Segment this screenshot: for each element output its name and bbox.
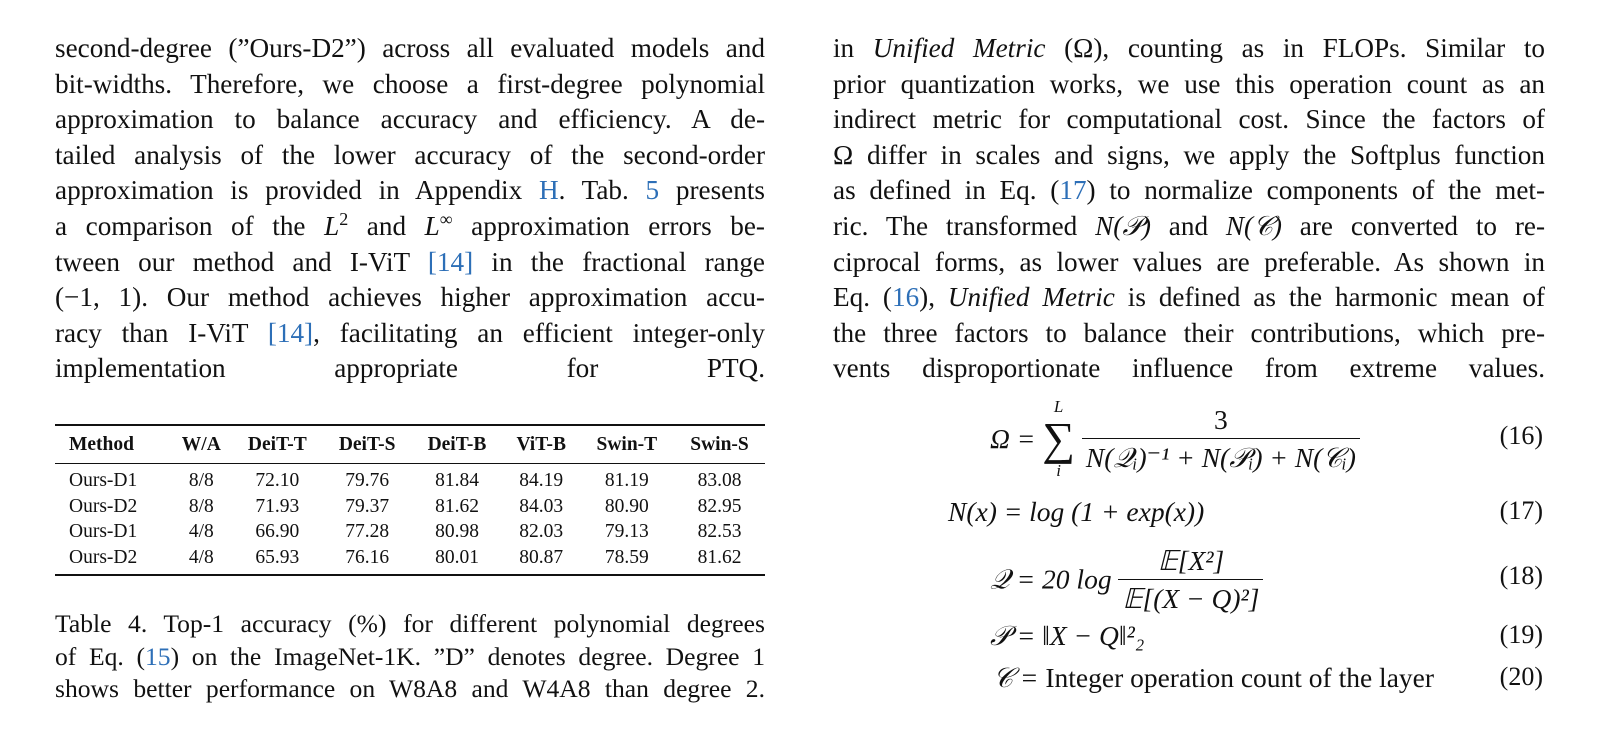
equation-number-20: (20) — [1499, 662, 1543, 691]
summation-symbol: L ∑ i — [1042, 397, 1075, 480]
table-cell: 78.59 — [580, 545, 674, 575]
table-cell: 4/8 — [188, 521, 214, 543]
table-cell: 79.37 — [345, 495, 390, 517]
left-line-4: tailed analysis of the lower accuracy of the second-order — [55, 139, 765, 170]
table-header-row — [55, 425, 765, 464]
right-line-5: as defined in Eq. (17) to normalize components of the met- — [833, 175, 1545, 206]
table-row — [55, 494, 765, 520]
caption-line-3: shows better performance on W8A8 and W4A8 than degree 2. — [55, 674, 765, 703]
left-paragraph — [55, 31, 765, 387]
left-line-2: bit-widths. Therefore, we choose a first-degree polynomial — [55, 68, 765, 99]
table-cell: 82.95 — [697, 495, 742, 517]
table-cell: 65.93 — [232, 545, 324, 575]
table-cell: 82.03 — [519, 521, 564, 543]
equation-number-17: (17) — [1499, 496, 1543, 525]
table-cell: 84.19 — [519, 469, 564, 491]
table-cell: 72.10 — [255, 469, 300, 491]
table-cell: 81.84 — [435, 469, 479, 491]
table-cell: 80.98 — [435, 521, 479, 543]
equation-17: N(x) = log (1 + exp(x)) — [948, 496, 1205, 527]
table-cell: 8/8 — [188, 469, 214, 491]
table-cell: 76.16 — [323, 545, 411, 575]
table-cell: Ours-D2 — [55, 545, 171, 575]
table-cell: 77.28 — [345, 521, 390, 543]
table-header: Swin-T — [580, 425, 674, 464]
table-cell: Ours-D1 — [69, 521, 138, 543]
left-line-1: second-degree (”Ours-D2”) across all evaluated models and — [55, 33, 765, 63]
right-line-8: Eq. (16), Unified Metric is defined as the harmonic mean of — [833, 282, 1545, 313]
appendix-h-link[interactable]: H — [538, 175, 559, 206]
right-line-1: in Unified Metric (Ω), counting as in FLOPs. Similar to — [833, 33, 1545, 63]
fraction: $\frac{3}{\text{N(𝒬ᵢ)⁻¹ + N(𝒫ᵢ) + N(𝒞ᵢ)}}$ — [1082, 404, 1360, 475]
table-cell: 79.76 — [345, 469, 390, 491]
table-cell: Ours-D2 — [69, 495, 138, 517]
right-line-2: prior quantization works, we use this operation count as an — [833, 68, 1545, 99]
table-cell: 4/8 — [171, 545, 232, 575]
table-caption — [55, 608, 765, 706]
table-cell: 83.08 — [697, 469, 742, 491]
table-cell: 81.62 — [435, 495, 479, 517]
table-header: ViT-B — [503, 425, 580, 464]
table-header: DeiT-T — [232, 425, 324, 464]
equation-18: 𝒬 = 20 log $\frac{\text{𝔼[X²]}}{\text{𝔼[(X − Q)²]}}$ — [990, 545, 1263, 615]
table-cell: 80.90 — [604, 495, 649, 517]
table-cell: 71.93 — [255, 495, 300, 517]
citation-14-link-2[interactable]: [14] — [267, 317, 314, 348]
table-cell: 80.01 — [411, 545, 503, 575]
table-header: Swin-S — [674, 425, 765, 464]
equation-19: 𝒫 = ‖X − Q‖²₂ — [990, 620, 1145, 651]
equation-16: Ω = L ∑ i $\frac{3}{\text{N(𝒬ᵢ)⁻¹ + N(𝒫ᵢ) + N(𝒞ᵢ)}}$ — [990, 398, 1360, 480]
left-line-8: (−1, 1). Our method achieves higher approximation accu- — [55, 282, 765, 313]
right-line-4: Ω differ in scales and signs, we apply the Softplus function — [833, 139, 1545, 170]
left-line-5: approximation is provided in Appendix H. Tab. 5 presents — [55, 175, 765, 206]
table-header: DeiT-B — [411, 425, 503, 464]
table-cell: 82.53 — [697, 521, 742, 543]
table-row — [55, 545, 765, 575]
table-header: Method — [55, 425, 171, 464]
left-line-7: tween our method and I-ViT [14] in the fractional range — [55, 246, 765, 277]
equation-number-16: (16) — [1499, 421, 1543, 450]
right-line-3: indirect metric for computational cost. Since the factors of — [833, 104, 1545, 135]
left-line-10: implementation appropriate for PTQ. — [55, 353, 765, 384]
left-line-6: a comparison of the $L^2$ and L∞ approximation errors be- — [55, 208, 765, 241]
table-cell: 80.87 — [503, 545, 580, 575]
caption-line-1: Table 4. Top-1 accuracy (%) for different polynomial degrees — [55, 609, 765, 638]
eq-17-link[interactable]: 17 — [1059, 175, 1087, 206]
right-line-9: the three factors to balance their contributions, which pre- — [833, 317, 1545, 348]
table-row — [55, 464, 765, 494]
results-table — [55, 424, 765, 576]
equation-20: 𝒞 = Integer operation count of the layer — [993, 662, 1435, 693]
table-row — [55, 520, 765, 546]
left-line-3: approximation to balance accuracy and efficiency. A de- — [55, 104, 765, 135]
right-line-10: vents disproportionate influence from extreme values. — [833, 353, 1545, 384]
table-cell: 8/8 — [188, 495, 214, 517]
equation-number-18: (18) — [1499, 561, 1543, 590]
right-line-7: ciprocal forms, as lower values are preferable. As shown in — [833, 246, 1545, 277]
table-5-link[interactable]: 5 — [645, 175, 660, 206]
citation-14-link[interactable]: [14] — [427, 246, 474, 277]
caption-line-2: of Eq. (15) on the ImageNet-1K. ”D” denotes degree. Degree 1 — [55, 641, 765, 671]
eq-16-link[interactable]: 16 — [891, 282, 920, 313]
table-header: W/A — [171, 425, 232, 464]
right-paragraph — [833, 31, 1545, 387]
table-cell: 66.90 — [255, 521, 300, 543]
eq-15-link[interactable]: 15 — [145, 641, 171, 671]
left-line-9: racy than I-ViT [14], facilitating an efficient integer-only — [55, 317, 765, 348]
table-cell: Ours-D1 — [69, 469, 138, 491]
right-line-6: ric. The transformed N(𝒫) and N(𝒞) are converted to re- — [833, 210, 1546, 241]
table-header: DeiT-S — [323, 425, 411, 464]
fraction: $\frac{\text{𝔼[X²]}}{\text{𝔼[(X − Q)²]}}$ — [1118, 545, 1263, 615]
table-cell: 84.03 — [519, 495, 564, 517]
table-cell: 81.62 — [674, 545, 765, 575]
table-cell: 81.19 — [604, 469, 649, 491]
table-cell: 79.13 — [604, 521, 649, 543]
equation-number-19: (19) — [1499, 620, 1543, 649]
